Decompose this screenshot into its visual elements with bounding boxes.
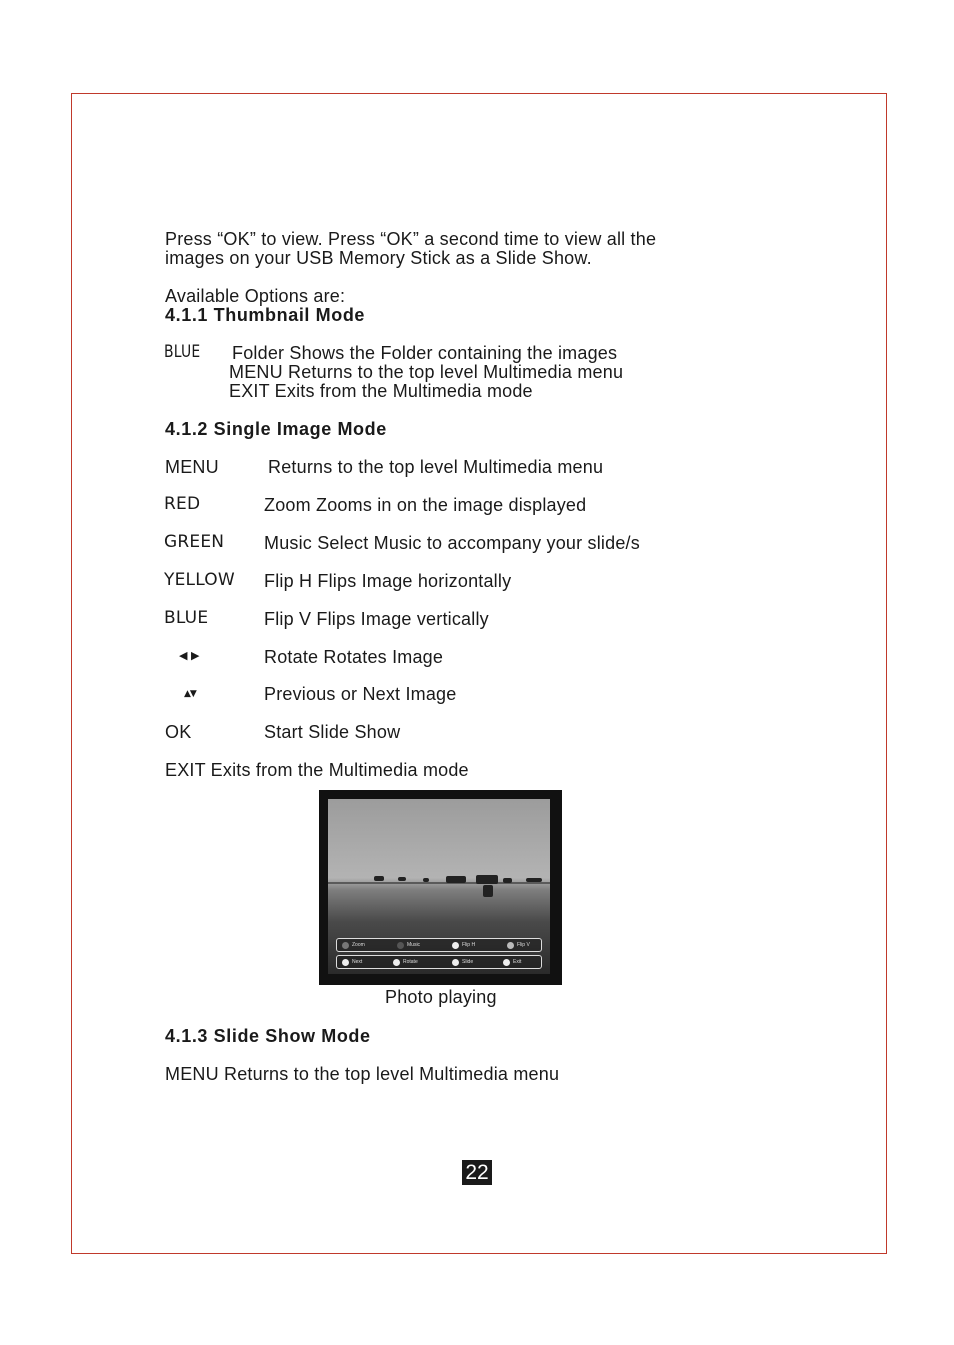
- osd-fliph-label: Flip H: [462, 942, 476, 948]
- osd-nav-keys-bar: [336, 955, 542, 969]
- photo-playing-screenshot: [319, 790, 562, 985]
- osd-slide-label: Slide: [462, 959, 474, 965]
- yellow-key: YELLOW: [164, 570, 235, 590]
- green-key-dot-icon: [397, 942, 404, 949]
- osd-next-label: Next: [352, 959, 363, 965]
- left-right-description: Rotate Rotates Image: [264, 647, 444, 667]
- red-description: Zoom Zooms in on the image displayed: [264, 495, 587, 515]
- horizon: [328, 882, 550, 884]
- thumbnail-mode-heading: 4.1.1 Thumbnail Mode: [165, 305, 366, 325]
- available-options-label: Available Options are:: [165, 286, 346, 306]
- thumbnail-blue-text: Folder Shows the Folder containing the images: [232, 343, 618, 363]
- rotate-key-icon: [393, 959, 400, 966]
- osd-zoom-label: Zoom: [352, 942, 365, 948]
- photo-scene: [328, 799, 550, 974]
- boat: [374, 876, 384, 881]
- left-right-arrow-icon: ◀ ▶: [179, 649, 200, 662]
- menu-key: MENU: [165, 457, 219, 477]
- boat: [476, 875, 498, 884]
- ok-key: OK: [165, 722, 192, 742]
- next-key-icon: [342, 959, 349, 966]
- menu-description: Returns to the top level Multimedia menu: [268, 457, 604, 477]
- boat: [446, 876, 466, 883]
- blue-key: BLUE: [164, 608, 209, 628]
- exit-key-icon: [503, 959, 510, 966]
- intro-line-1: Press “OK” to view. Press “OK” a second time to view all the: [165, 229, 657, 249]
- red-key-dot-icon: [342, 942, 349, 949]
- osd-color-keys-bar: [336, 938, 542, 952]
- blue-key-dot-icon: [507, 942, 514, 949]
- red-key: RED: [164, 494, 201, 514]
- green-key: GREEN: [164, 532, 225, 552]
- boat: [398, 877, 406, 881]
- thumbnail-exit-text: EXIT Exits from the Multimedia mode: [229, 381, 533, 401]
- slideshow-menu-text: MENU Returns to the top level Multimedia menu: [165, 1064, 560, 1084]
- blue-description: Flip V Flips Image vertically: [264, 609, 489, 629]
- slide-show-mode-heading: 4.1.3 Slide Show Mode: [165, 1026, 371, 1046]
- page-number: 22: [462, 1160, 492, 1185]
- boat: [526, 878, 542, 882]
- osd-exit-label: Exit: [513, 959, 522, 965]
- green-description: Music Select Music to accompany your slide/s: [264, 533, 640, 553]
- up-down-arrow-icon: ▲▼: [184, 689, 196, 699]
- ok-description: Start Slide Show: [264, 722, 401, 742]
- yellow-description: Flip H Flips Image horizontally: [264, 571, 512, 591]
- boat: [503, 878, 512, 883]
- osd-flipv-label: Flip V: [517, 942, 530, 948]
- intro-line-2: images on your USB Memory Stick as a Slide Show.: [165, 248, 592, 268]
- boat: [483, 885, 493, 897]
- osd-rotate-label: Rotate: [403, 959, 418, 965]
- thumbnail-blue-key: BLUE: [164, 342, 201, 362]
- thumbnail-menu-text: MENU Returns to the top level Multimedia menu: [229, 362, 624, 382]
- osd-music-label: Music: [407, 942, 421, 948]
- photo-caption: Photo playing: [385, 987, 497, 1007]
- up-down-description: Previous or Next Image: [264, 684, 457, 704]
- single-image-mode-heading: 4.1.2 Single Image Mode: [165, 419, 387, 439]
- yellow-key-dot-icon: [452, 942, 459, 949]
- single-exit-text: EXIT Exits from the Multimedia mode: [165, 760, 469, 780]
- boat: [423, 878, 429, 882]
- ok-key-icon: [452, 959, 459, 966]
